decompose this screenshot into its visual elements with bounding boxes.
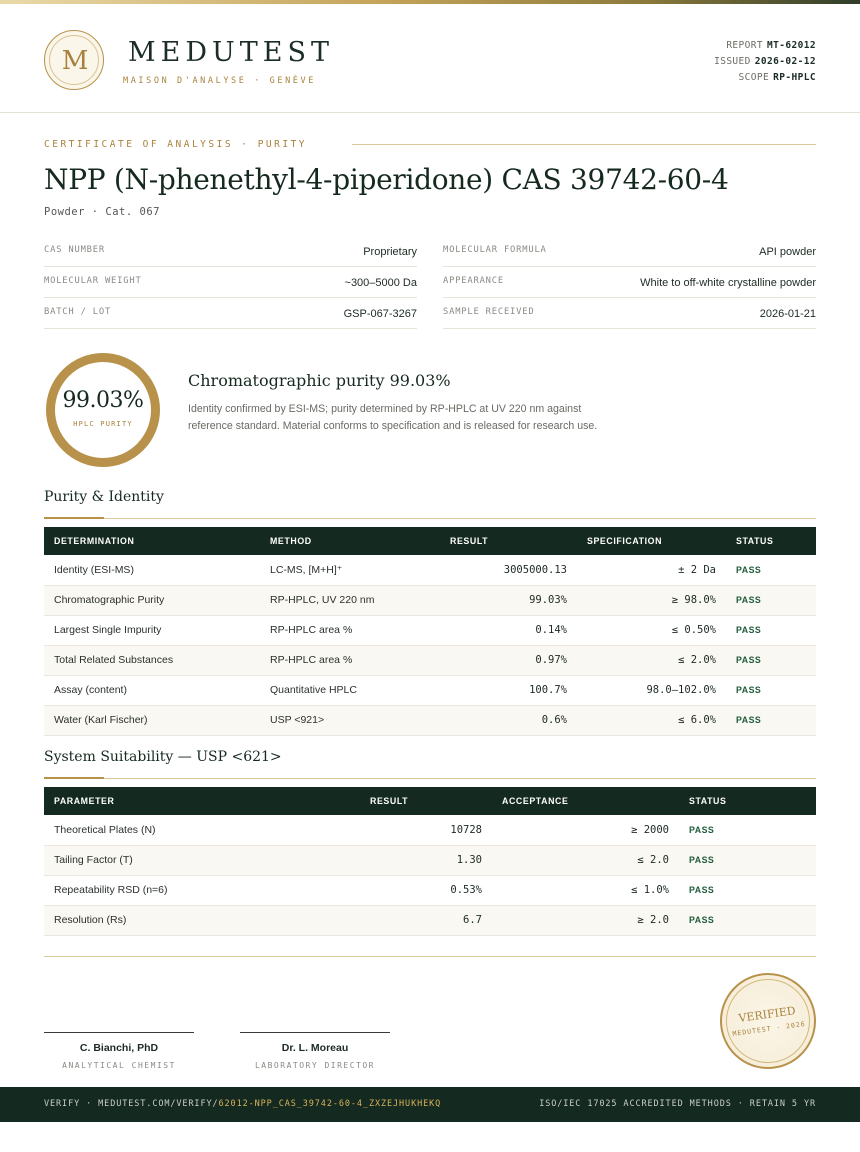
col-status: STATUS bbox=[736, 536, 774, 546]
section-system-suitability bbox=[44, 749, 816, 779]
prop-cas-number: CAS NUMBER Proprietary bbox=[44, 236, 417, 267]
seal-brand-text: MEDUTEST · 2026 bbox=[732, 1019, 807, 1039]
determination-cell: Assay (content) bbox=[44, 675, 260, 705]
purity-ring-label: HPLC PURITY bbox=[73, 420, 133, 428]
issued-row: ISSUED 2026-02-12 bbox=[714, 56, 816, 67]
table-row bbox=[44, 615, 816, 645]
result-cell: 0.14% bbox=[440, 615, 577, 645]
col-specification: SPECIFICATION bbox=[587, 536, 663, 546]
signature-laboratory-director bbox=[240, 1032, 390, 1070]
specification-cell: 98.0–102.0% bbox=[577, 675, 726, 705]
status-badge: PASS bbox=[726, 615, 816, 645]
specification-cell: ≤ 0.50% bbox=[577, 615, 726, 645]
col-status: STATUS bbox=[689, 796, 727, 806]
acceptance-cell: ≤ 1.0% bbox=[492, 875, 679, 905]
result-cell: 0.53% bbox=[360, 875, 492, 905]
determination-cell: Largest Single Impurity bbox=[44, 615, 260, 645]
result-cell: 10728 bbox=[360, 815, 492, 845]
summary-heading: Chromatographic purity 99.03% bbox=[188, 371, 451, 390]
method-cell: LC-MS, [M+H]⁺ bbox=[260, 555, 440, 585]
table-row bbox=[44, 705, 816, 735]
section-title: System Suitability — USP <621> bbox=[44, 749, 282, 765]
table-row bbox=[44, 845, 816, 875]
table-row bbox=[44, 905, 816, 935]
logo-letter: M bbox=[61, 46, 89, 76]
kicker-text: CERTIFICATE OF ANALYSIS · PURITY bbox=[44, 139, 308, 150]
purity-ring bbox=[46, 353, 160, 467]
report-id-row: REPORT MT-62012 bbox=[726, 40, 816, 51]
status-badge: PASS bbox=[679, 905, 816, 935]
result-cell: 99.03% bbox=[440, 585, 577, 615]
accreditation-note: ISO/IEC 17025 ACCREDITED METHODS · RETAIN 5 YR bbox=[539, 1099, 816, 1109]
table-row bbox=[44, 675, 816, 705]
table-header-row bbox=[44, 787, 816, 815]
determination-cell: Water (Karl Fischer) bbox=[44, 705, 260, 735]
result-cell: 0.6% bbox=[440, 705, 577, 735]
prop-batch-lot: BATCH / LOT GSP-067-3267 bbox=[44, 298, 417, 329]
table-row bbox=[44, 585, 816, 615]
status-badge: PASS bbox=[679, 875, 816, 905]
section-title: Purity & Identity bbox=[44, 489, 164, 505]
verified-seal bbox=[714, 967, 822, 1075]
determination-cell: Identity (ESI-MS) bbox=[44, 555, 260, 585]
prop-appearance: APPEARANCE White to off-white crystalline powder bbox=[443, 267, 816, 298]
verify-line: VERIFY · MEDUTEST.COM/VERIFY/62012-NPP_CAS_39742-60-4_ZXZEJHUKHEKQ bbox=[44, 1099, 442, 1109]
col-result: RESULT bbox=[450, 536, 489, 546]
acceptance-cell: ≥ 2000 bbox=[492, 815, 679, 845]
seal-verified-text: VERIFIED bbox=[737, 1004, 797, 1025]
result-cell: 3005000.13 bbox=[440, 555, 577, 585]
logo-emblem bbox=[44, 30, 104, 90]
product-subtitle: Powder · Cat. 067 bbox=[44, 206, 160, 218]
status-badge: PASS bbox=[726, 555, 816, 585]
table-row bbox=[44, 875, 816, 905]
prop-molecular-formula: MOLECULAR FORMULA API powder bbox=[443, 236, 816, 267]
determination-cell: Chromatographic Purity bbox=[44, 585, 260, 615]
suitability-table bbox=[44, 787, 816, 936]
section-underline bbox=[44, 517, 104, 519]
signer-name: Dr. L. Moreau bbox=[281, 1042, 349, 1054]
method-cell: RP-HPLC area % bbox=[260, 615, 440, 645]
specification-cell: ≤ 2.0% bbox=[577, 645, 726, 675]
col-result: RESULT bbox=[370, 796, 409, 806]
parameter-cell: Tailing Factor (T) bbox=[44, 845, 360, 875]
section-purity-identity bbox=[44, 489, 816, 519]
brand-tagline: MAISON D'ANALYSE · GENÈVE bbox=[123, 76, 316, 86]
status-badge: PASS bbox=[679, 815, 816, 845]
signature-divider bbox=[44, 956, 816, 957]
prop-sample-received: SAMPLE RECEIVED 2026-01-21 bbox=[443, 298, 816, 329]
status-badge: PASS bbox=[726, 675, 816, 705]
signature-analytical-chemist bbox=[44, 1032, 194, 1070]
table-header-row bbox=[44, 527, 816, 555]
scope-row: SCOPE RP-HPLC bbox=[738, 72, 816, 83]
specification-cell: ± 2 Da bbox=[577, 555, 726, 585]
product-title: NPP (N-phenethyl-4-piperidone) CAS 39742-60-4 bbox=[44, 163, 729, 196]
parameter-cell: Resolution (Rs) bbox=[44, 905, 360, 935]
parameter-cell: Repeatability RSD (n=6) bbox=[44, 875, 360, 905]
status-badge: PASS bbox=[679, 845, 816, 875]
prop-molecular-weight: MOLECULAR WEIGHT ~300–5000 Da bbox=[44, 267, 417, 298]
status-badge: PASS bbox=[726, 705, 816, 735]
report-footer bbox=[0, 1087, 860, 1122]
method-cell: RP-HPLC, UV 220 nm bbox=[260, 585, 440, 615]
table-row bbox=[44, 555, 816, 585]
result-cell: 100.7% bbox=[440, 675, 577, 705]
parameter-cell: Theoretical Plates (N) bbox=[44, 815, 360, 845]
col-acceptance: ACCEPTANCE bbox=[502, 796, 569, 806]
purity-ring-value: 99.03% bbox=[62, 388, 144, 413]
report-header bbox=[0, 4, 860, 113]
col-method: METHOD bbox=[270, 536, 312, 546]
summary-text: Identity confirmed by ESI-MS; purity determined by RP-HPLC at UV 220 nm against reference standard. Material conforms to specification and is released for research use. bbox=[188, 403, 598, 432]
result-cell: 1.30 bbox=[360, 845, 492, 875]
signer-role: LABORATORY DIRECTOR bbox=[254, 1061, 375, 1070]
status-badge: PASS bbox=[726, 585, 816, 615]
signer-name: C. Bianchi, PhD bbox=[79, 1042, 159, 1054]
status-badge: PASS bbox=[726, 645, 816, 675]
table-row bbox=[44, 645, 816, 675]
method-cell: USP <921> bbox=[260, 705, 440, 735]
acceptance-cell: ≤ 2.0 bbox=[492, 845, 679, 875]
verify-link[interactable]: 62012-NPP_CAS_39742-60-4_ZXZEJHUKHEKQ bbox=[218, 1099, 442, 1109]
brand-name: MEDUTEST bbox=[128, 37, 334, 68]
table-row bbox=[44, 815, 816, 845]
purity-table bbox=[44, 527, 816, 736]
kicker-rule bbox=[352, 144, 816, 145]
col-parameter: PARAMETER bbox=[54, 796, 115, 806]
method-cell: Quantitative HPLC bbox=[260, 675, 440, 705]
certificate-kicker bbox=[44, 139, 816, 151]
result-cell: 6.7 bbox=[360, 905, 492, 935]
acceptance-cell: ≥ 2.0 bbox=[492, 905, 679, 935]
specification-cell: ≤ 6.0% bbox=[577, 705, 726, 735]
determination-cell: Total Related Substances bbox=[44, 645, 260, 675]
section-underline bbox=[44, 777, 104, 779]
specification-cell: ≥ 98.0% bbox=[577, 585, 726, 615]
report-meta bbox=[714, 38, 816, 86]
signer-role: ANALYTICAL CHEMIST bbox=[62, 1061, 176, 1070]
col-determination: DETERMINATION bbox=[54, 536, 135, 546]
result-cell: 0.97% bbox=[440, 645, 577, 675]
method-cell: RP-HPLC area % bbox=[260, 645, 440, 675]
